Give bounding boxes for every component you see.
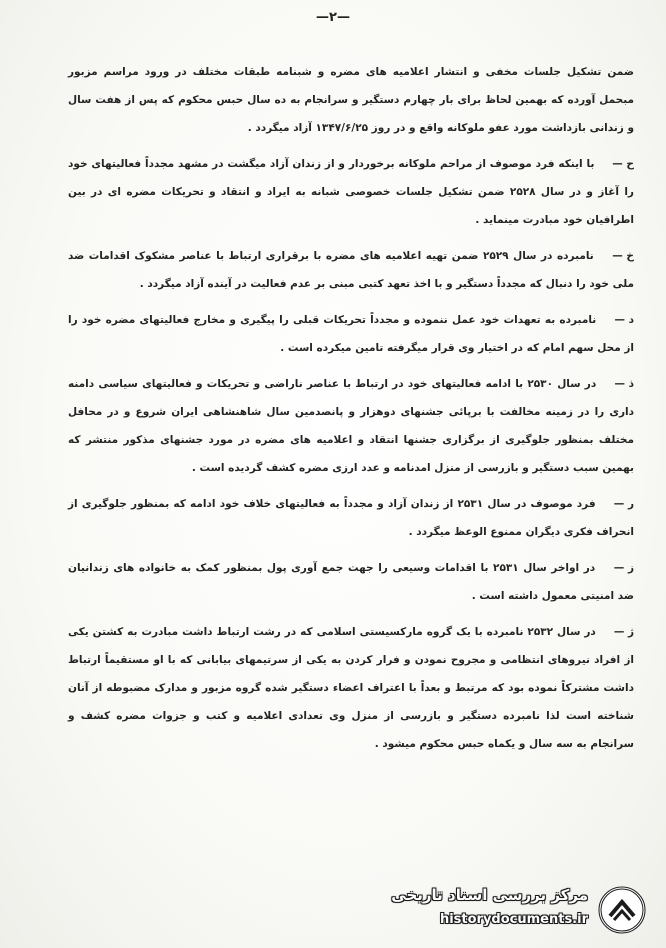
paragraph-marker: ر — xyxy=(613,498,634,510)
paragraph-zhe xyxy=(68,618,634,758)
paragraph-text: در اواخر سال ۲۵۳۱ با اقدامات وسیعی را جهت جمع آوری پول بمنظور کمک به خانواده های زندانیان ضد امنیتی معمول داشته است . xyxy=(68,562,634,602)
paragraph-marker: ذ — xyxy=(614,378,634,390)
document-body xyxy=(68,58,634,766)
paragraph-d xyxy=(68,306,634,362)
paragraph-h xyxy=(68,150,634,234)
paragraph-kh xyxy=(68,242,634,298)
watermark xyxy=(336,884,646,940)
paragraph-marker: ژ — xyxy=(613,626,635,638)
paragraph-text: نامبرده در سال ۲۵۲۹ ضمن تهیه اعلامیه های مضره با برقراری ارتباط با عناصر مشکوک اقدامات ضد ملی خود را دنبال که مجدداً دستگیر و با اخذ تعهد کتبی مبنی بر عدم فعالیت در آینده آزاد میگردد . xyxy=(68,250,634,290)
paragraph-marker: ح — xyxy=(612,158,634,170)
paragraph-z xyxy=(68,370,634,482)
page-number: —۲— xyxy=(316,10,350,25)
paragraph-r xyxy=(68,490,634,546)
paragraph-text: با اینکه فرد موصوف از مراحم ملوکانه برخوردار و از زندان آزاد میگشت در مشهد مجدداً فعالیتهای خود را آغاز و در سال ۲۵۲۸ ضمن تشکیل جلسات خصوصی شبانه به ایراد و انتقاد و تحریکات مضره ای در بین اطرافیان خود مبادرت مینماید . xyxy=(68,158,634,226)
watermark-title: مرکز بررسی اسناد تاریخی xyxy=(391,886,588,904)
watermark-url: historydocuments.ir xyxy=(439,912,588,927)
paragraph-intro xyxy=(68,58,634,142)
paragraph-text: در سال ۲۵۳۲ نامبرده با یک گروه مارکسیستی اسلامی که در رشت ارتباط داشت مبادرت به کشتن یکی از افراد نیروهای انتظامی و مجروح نمودن و فرار کردن به یکی از سرتیمهای بیابانی که با او مستقیماً ارتباط داشت مشترکاً نموده بود که مرتبط و بعداً با اعتراف اعضاء دستگیر شده گروه مزبور و مدارک مضبوطه از آنان شناخته است لذا نامبرده دستگیر و بازرسی از منزل وی تعدادی اعلامیه و کتب و جزوات مضره کشف و سرانجام به سه سال و یکماه حبس محکوم میشود . xyxy=(68,626,634,750)
paragraph-text: نامبرده به تعهدات خود عمل ننموده و مجدداً تحریکات قبلی را پیگیری و مخارج فعالیتهای مضره خود را از محل سهم امام که در اختیار وی قرار میگرفته تامین میکرده است . xyxy=(68,314,634,354)
paragraph-marker: د — xyxy=(614,314,634,326)
paragraph-text: ضمن تشکیل جلسات مخفی و انتشار اعلامیه های مضره و شبنامه طبقات مختلف در ورود مراسم مزبور مبحمل آورده که بهمین لحاظ برای بار چهارم دستگیر و سرانجام به ده سال حبس محکوم که پس از هفت سال و زندانی بازداشت مورد عفو ملوکانه واقع و در روز ۱۳۴۷/۶/۲۵ آزاد میگردد . xyxy=(68,66,634,134)
history-documents-logo-icon xyxy=(598,886,646,934)
paragraph-ze xyxy=(68,554,634,610)
paragraph-marker: ز — xyxy=(613,562,634,574)
paragraph-text: در سال ۲۵۳۰ با ادامه فعالیتهای خود در ارتباط با عناصر ناراضی و تحریکات و فعالیتهای سیاسی دامنه داری را در زمینه مخالفت با برپائی جشنهای دوهزار و پانصدمین سال شاهنشاهی ایران شروع و در محافل مختلف بمنظور جلوگیری از برگزاری جشنها انتقاد و اعلامیه های مضره در مورد جشنهای مذکور منتشر که بهمین سبب دستگیر و بازرسی از منزل امدنامه و عدد ارزی مضره کشف گردیده است . xyxy=(68,378,634,474)
paragraph-text: فرد موصوف در سال ۲۵۳۱ از زندان آزاد و مجدداً به فعالیتهای خلاف خود ادامه که بمنظور جلوگیری از انحراف فکری دیگران ممنوع الوعظ میگردد . xyxy=(68,498,634,538)
paragraph-marker: خ — xyxy=(612,250,635,262)
